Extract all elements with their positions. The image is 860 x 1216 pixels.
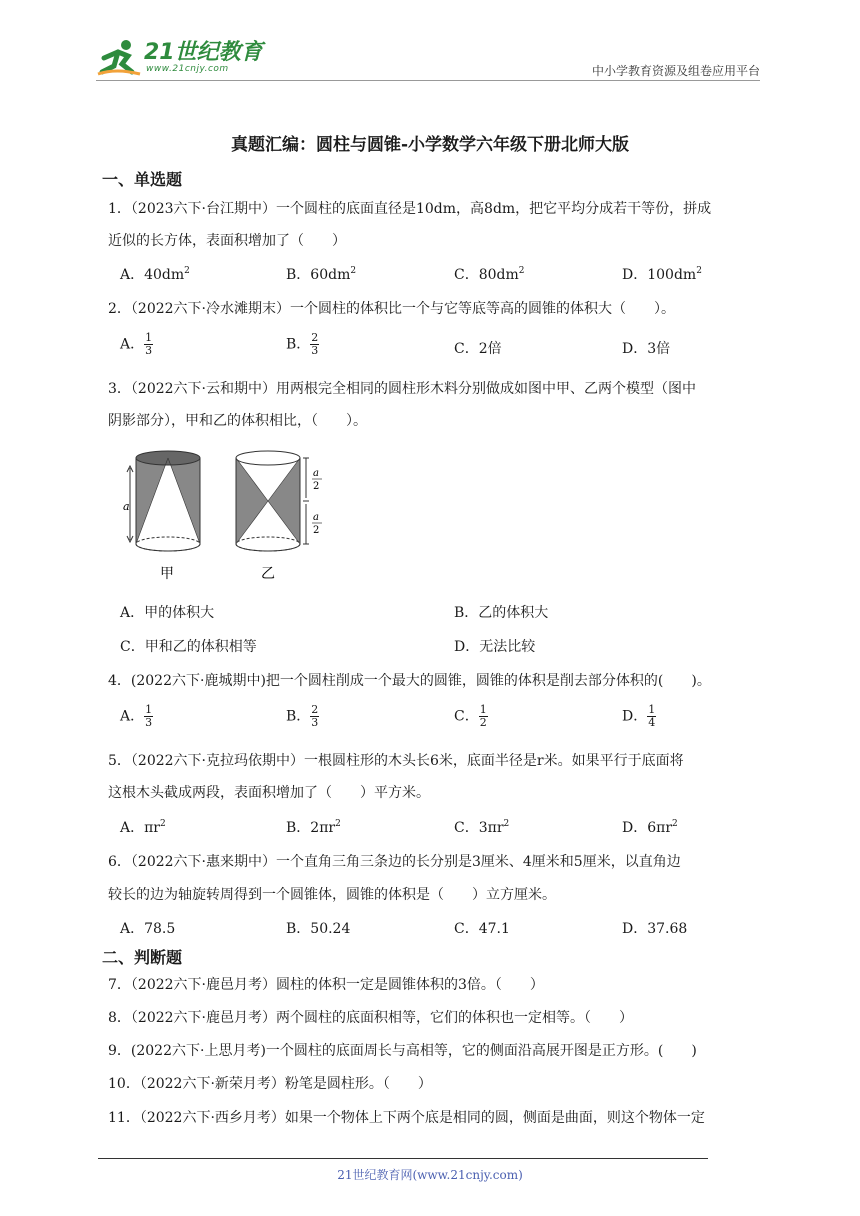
- question-4-text: 4．(2022六下·鹿城期中)把一个圆柱削成一个最大的圆锥，圆锥的体积是削去部分体积的( )。: [108, 673, 711, 689]
- footer-divider: [98, 1158, 708, 1159]
- q2-option-d: D．3倍: [622, 341, 671, 357]
- svg-text:a: a: [313, 512, 319, 523]
- q1-option-c: C．$80dm^2$: [454, 266, 525, 283]
- q6-option-c: C．47.1: [454, 921, 510, 937]
- question-10-text: 10．（2022六下·新荣月考）粉笔是圆柱形。（ ）: [108, 1076, 432, 1092]
- q6-option-a: A．78.5: [120, 921, 176, 937]
- question-2-text: 2．（2022六下·冷水滩期末）一个圆柱的体积比一个与它等底等高的圆锥的体积大（ ）。: [108, 301, 675, 317]
- section-heading-single-choice: 一、单选题: [102, 170, 183, 189]
- section-heading-judgement: 二、判断题: [102, 948, 183, 967]
- q1-option-a: A．$40dm^2$: [120, 266, 190, 283]
- page-title: 真题汇编：圆柱与圆锥-小学数学六年级下册北师大版: [230, 135, 630, 155]
- question-3-text-cont: 阴影部分），甲和乙的体积相比，（ ）。: [108, 413, 367, 429]
- footer-text: 21世纪教育网(www.21cnjy.com): [337, 1168, 523, 1182]
- question-9-text: 9．(2022六下·上思月考)一个圆柱的底面周长与高相等，它的侧面沿高展开图是正方形。( ): [108, 1043, 697, 1059]
- fig-label-yi: 乙: [261, 566, 275, 582]
- svg-text:2: 2: [313, 481, 320, 492]
- q3-option-d: D．无法比较: [454, 639, 536, 655]
- question-7-text: 7．（2022六下·鹿邑月考）圆柱的体积一定是圆锥体积的3倍。（ ）: [108, 977, 544, 993]
- q1-option-b: B．$60dm^2$: [286, 266, 357, 283]
- q4-option-d: D． $\frac{1}{4}$: [622, 703, 656, 729]
- q2-option-b: B． $\frac{2}{3}$: [286, 331, 319, 357]
- svg-text:2: 2: [313, 525, 320, 536]
- q5-option-c: C．$3\pi r^2$: [454, 819, 510, 836]
- q6-option-d: D．37.68: [622, 921, 688, 937]
- q6-option-b: B．50.24: [286, 921, 351, 937]
- question-1-text: 1．（2023六下·台江期中）一个圆柱的底面直径是10dm，高8dm，把它平均分成若干等份，拼成: [108, 201, 712, 217]
- question-6-text-cont: 较长的边为轴旋转周得到一个圆锥体，圆锥的体积是（ ）立方厘米。: [108, 887, 556, 903]
- q3-option-b: B．乙的体积大: [454, 605, 549, 621]
- question-3-text: 3．（2022六下·云和期中）用两根完全相同的圆柱形木料分别做成如图中甲、乙两个模型（图中: [108, 381, 696, 397]
- q5-option-d: D．$6\pi r^2$: [622, 819, 678, 836]
- question-8-text: 8．（2022六下·鹿邑月考）两个圆柱的底面积相等，它们的体积也一定相等。（ ）: [108, 1010, 633, 1026]
- q2-option-c: C．2倍: [454, 341, 502, 357]
- fig-label-jia: 甲: [160, 566, 174, 582]
- header-divider: [96, 80, 760, 81]
- question-1-text-cont: 近似的长方体，表面积增加了（ ）: [108, 233, 346, 249]
- q5-option-a: A．$\pi r^2$: [120, 819, 166, 836]
- logo-url: www.21cnjy.com: [146, 64, 229, 74]
- question-6-text: 6．（2022六下·惠来期中）一个直角三角三条边的长分别是3厘米、4厘米和5厘米，以直角边: [108, 854, 681, 870]
- q4-option-b: B． $\frac{2}{3}$: [286, 703, 319, 729]
- page-header: [96, 38, 760, 82]
- platform-name: 中小学教育资源及组卷应用平台: [591, 64, 760, 78]
- q3-option-c: C．甲和乙的体积相等: [120, 639, 257, 655]
- q4-option-a: A． $\frac{1}{3}$: [120, 703, 153, 729]
- logo-text: 21世纪教育: [144, 40, 263, 65]
- q2-option-a: A． $\frac{1}{3}$: [120, 331, 153, 357]
- logo: [96, 38, 263, 78]
- q4-option-c: C． $\frac{1}{2}$: [454, 703, 487, 729]
- cylinder-jia: [123, 451, 200, 582]
- question-5-text: 5．（2022六下·克拉玛依期中）一根圆柱形的木头长6米，底面半径是r米。如果平行于底面将: [108, 753, 684, 769]
- q1-option-d: D．$100dm^2$: [622, 266, 702, 283]
- question-5-text-cont: 这根木头截成两段，表面积增加了（ ）平方米。: [108, 785, 430, 801]
- fig-label-a: a: [123, 500, 130, 513]
- svg-text:a: a: [313, 468, 319, 479]
- question-11-text: 11．（2022六下·西乡月考）如果一个物体上下两个底是相同的圆，侧面是曲面，则这个物体一定: [108, 1110, 705, 1126]
- q5-option-b: B．$2\pi r^2$: [286, 819, 341, 836]
- q3-option-a: A．甲的体积大: [120, 605, 215, 621]
- cylinder-yi: [236, 451, 322, 582]
- cylinder-models-figure: [120, 440, 340, 590]
- runner-logo-icon: [96, 38, 142, 78]
